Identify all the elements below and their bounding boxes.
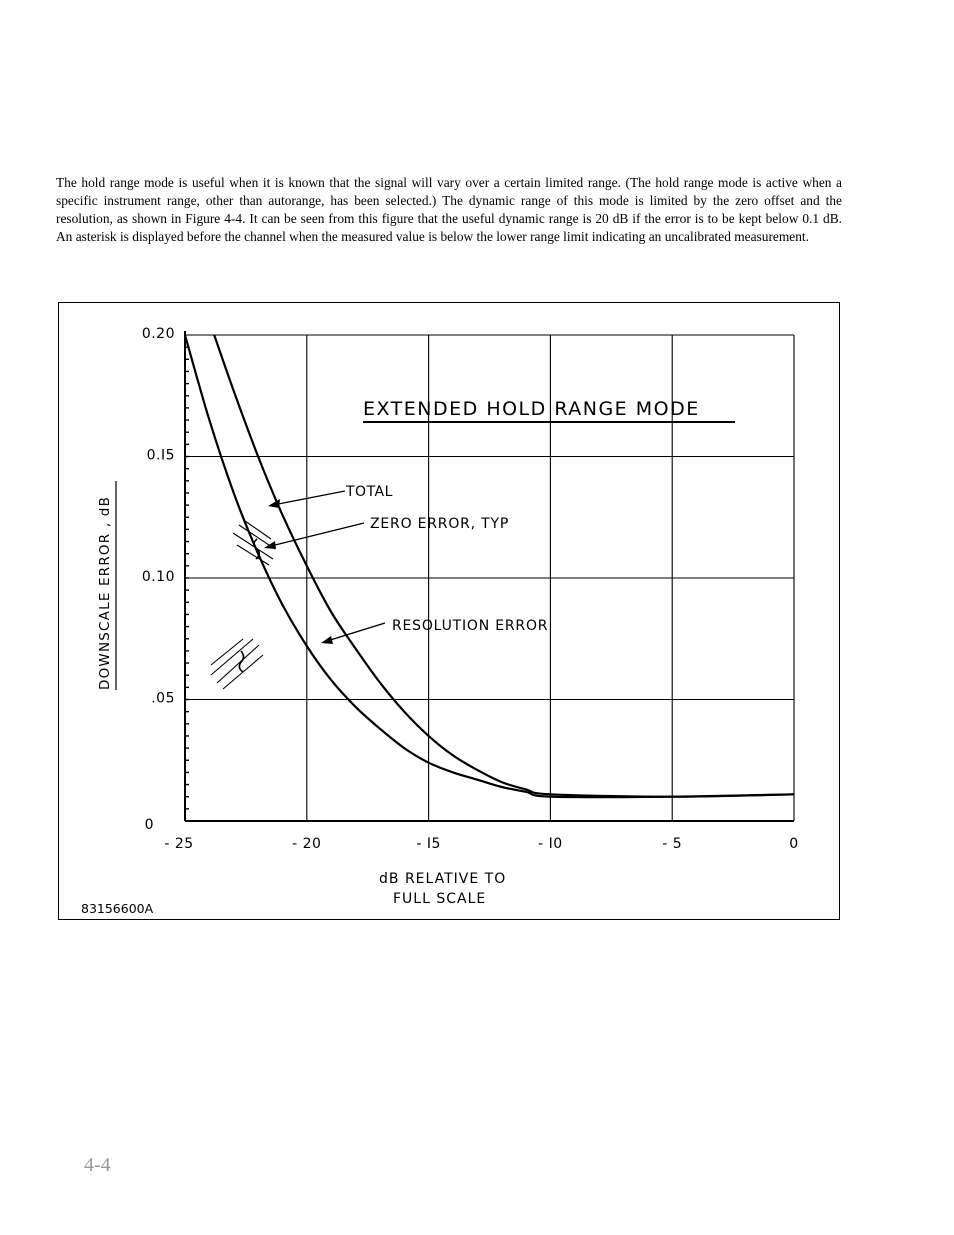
leader-total	[273, 491, 345, 505]
resolution-error-band-hatch	[211, 639, 263, 689]
arrowhead-total	[268, 499, 280, 508]
error-chart	[59, 303, 839, 919]
arrowhead-zero-error	[264, 541, 276, 549]
annotation-zero-error: ZERO ERROR, TYP	[370, 516, 510, 532]
zero-error-band-hatch	[233, 521, 275, 565]
y-tick-label: 0.20	[141, 326, 175, 342]
x-axis-label-line2: FULL SCALE	[393, 891, 487, 907]
figure-frame	[58, 302, 840, 920]
y-axis-label: DOWNSCALE ERROR , dB	[97, 495, 113, 690]
y-tick-label: 0.10	[141, 569, 175, 585]
y-tick-label: 0.I5	[146, 447, 175, 464]
x-axis-label-line1: dB RELATIVE TO	[379, 871, 507, 887]
x-tick-label: - I5	[416, 836, 441, 852]
chart-title: EXTENDED HOLD RANGE MODE	[363, 398, 700, 420]
page-number: 4-4	[84, 1154, 111, 1176]
y-tick-label: 0	[144, 817, 154, 833]
y-tick-label: .05	[151, 690, 175, 707]
annotation-total: TOTAL	[346, 484, 393, 500]
annotation-resolution-error: RESOLUTION ERROR	[392, 618, 549, 634]
x-tick-label: - 20	[292, 836, 322, 852]
x-tick-label: 0	[789, 836, 799, 852]
x-tick-label: - 5	[662, 836, 683, 852]
arrowhead-resolution-error	[321, 636, 333, 644]
x-tick-label: - I0	[538, 836, 563, 852]
figure-id: 83156600A	[81, 901, 154, 916]
x-tick-label: - 25	[164, 836, 194, 852]
body-paragraph: The hold range mode is useful when it is known that the signal will vary over a certain limited range. (The hold range mode is active when a specific instrument range, other than autorange, has been selected.) The dynamic range of this mode is limited by the zero offset and the resolution, as shown in Figure 4-4. It can be seen from this figure that the useful dynamic range is 20 dB if the error is to be kept below 0.1 dB. An asterisk is displayed before the channel when the measured value is below the lower range limit indicating an uncalibrated measurement.	[56, 175, 842, 244]
leader-zero-error	[271, 523, 364, 546]
leader-resolution-error	[327, 623, 385, 641]
